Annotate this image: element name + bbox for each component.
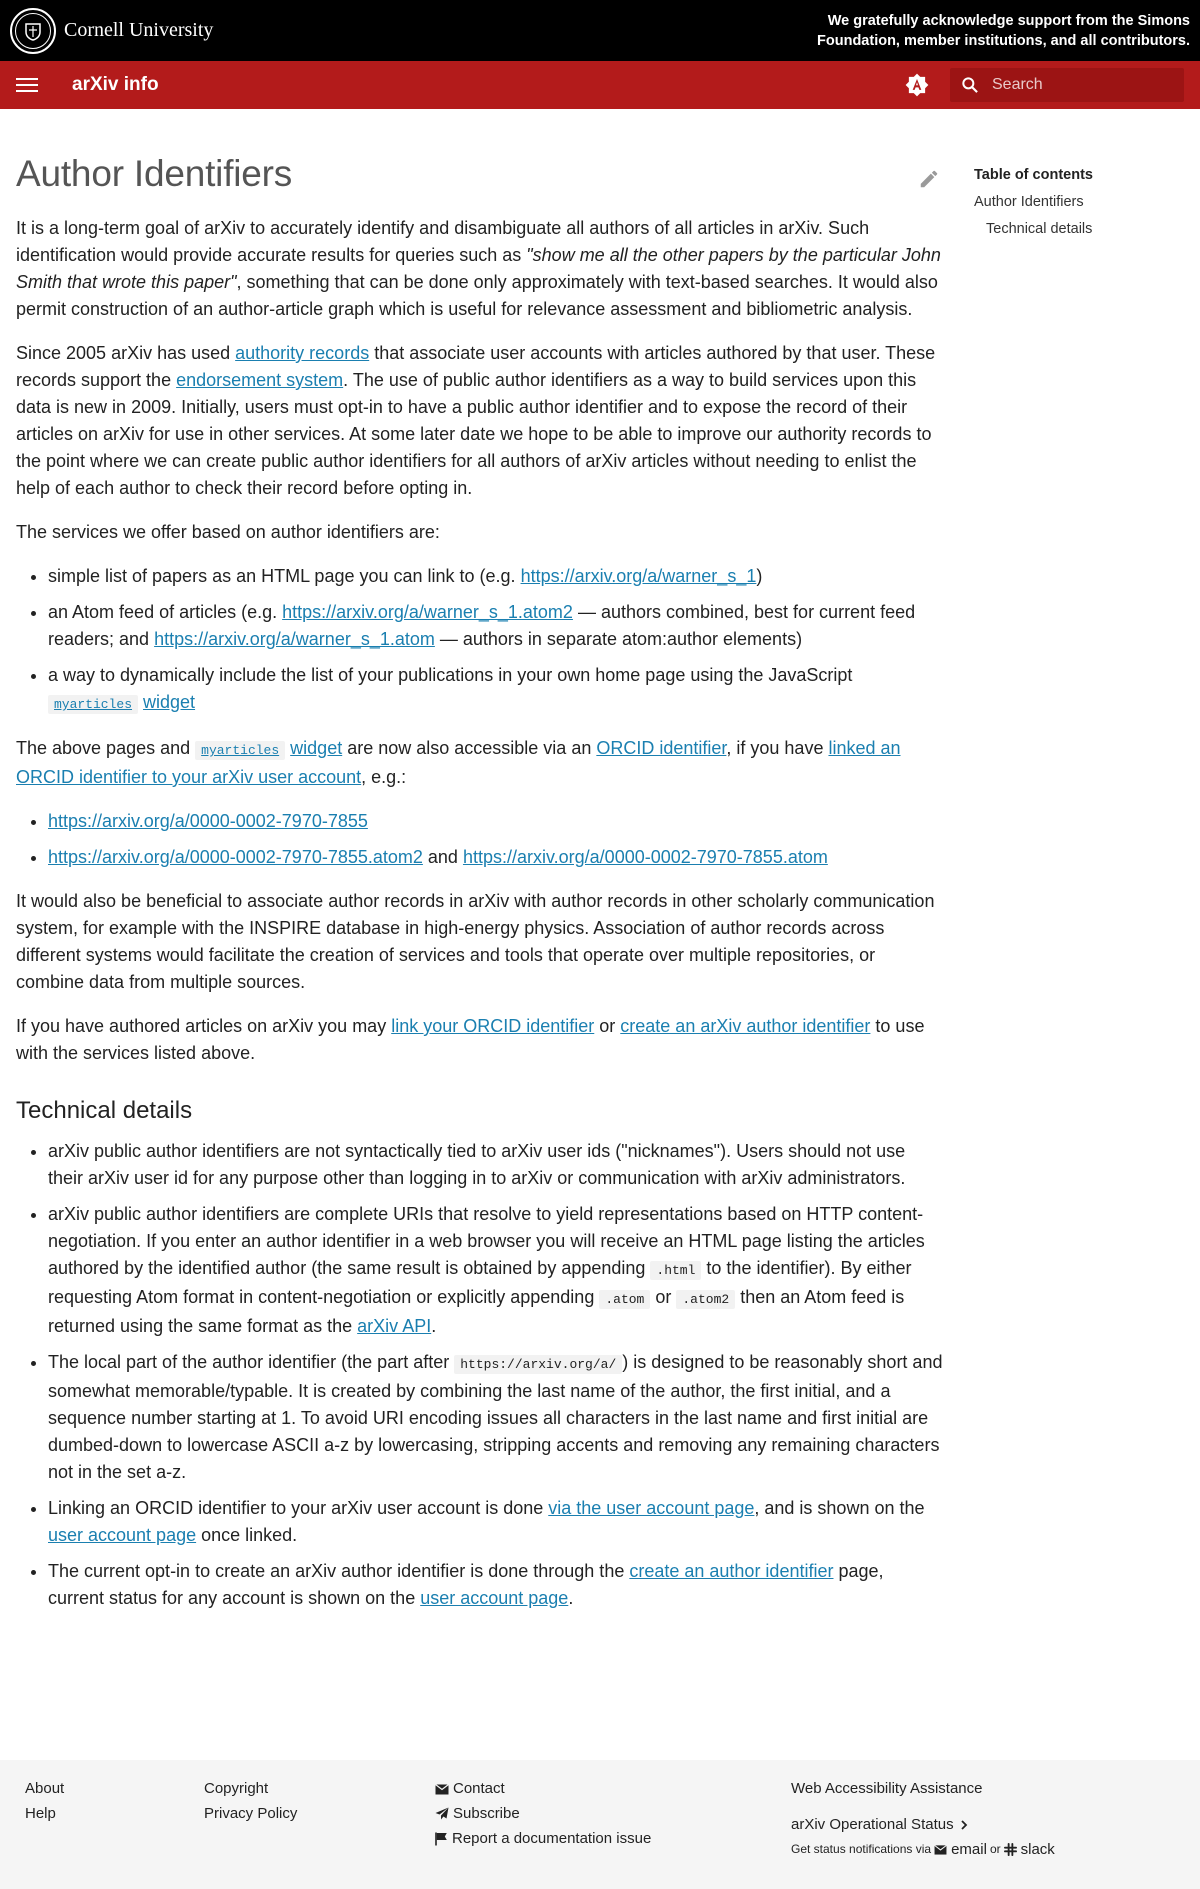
paper-plane-icon bbox=[435, 1807, 449, 1820]
text: . The use of public author identifiers as a way to build services upon this data is new in 2009. Initially, users must opt-in to have a public author identifier and to expose the record of their articles on arXiv for use in other services. At some later date we hope to be able to improve our authority records to the point where we can create public author identifiers for all authors of arXiv articles without needing to enlist the help of each author to check their record before opting in. bbox=[16, 370, 932, 498]
footer-subscribe-label: Subscribe bbox=[453, 1805, 520, 1822]
myarticles-code-link[interactable]: myarticles bbox=[195, 741, 285, 760]
footer-accessibility-link[interactable]: Web Accessibility Assistance bbox=[791, 1780, 983, 1797]
list-item bbox=[48, 599, 944, 653]
slack-label: slack bbox=[1020, 1841, 1055, 1858]
orcid-paragraph bbox=[16, 735, 944, 791]
site-footer bbox=[0, 1760, 1200, 1889]
table-of-contents bbox=[974, 162, 1093, 243]
user-account-page-link[interactable]: user account page bbox=[420, 1588, 569, 1608]
myarticles-code-link[interactable]: myarticles bbox=[48, 695, 138, 714]
page-title: Author Identifiers bbox=[16, 153, 293, 194]
toc-title: Table of contents bbox=[974, 167, 1093, 183]
text: Since 2005 arXiv has used bbox=[16, 343, 236, 363]
envelope-icon bbox=[435, 1783, 449, 1795]
email-label: email bbox=[951, 1841, 987, 1858]
arxiv-api-link[interactable]: arXiv API bbox=[357, 1316, 432, 1336]
footer-col-4 bbox=[791, 1776, 1055, 1862]
footer-subscribe-link[interactable] bbox=[435, 1801, 651, 1826]
list-item bbox=[48, 844, 944, 871]
footer-report-issue-label: Report a documentation issue bbox=[452, 1830, 652, 1847]
text: arXiv public author identifiers are complete URIs that resolve to yield representations based on HTTP content-negotiation. If you enter an author identifier in a web browser you will receive an HTML page listing the articles authored by the identified author (the same result is obtained by appending bbox=[48, 1204, 925, 1278]
footer-report-issue-link[interactable] bbox=[435, 1826, 651, 1851]
widget-link[interactable]: widget bbox=[143, 692, 196, 712]
association-paragraph: It would also be beneficial to associate author records in arXiv with author records in other scholarly communication system, for example with the INSPIRE database in high-energy physics. Association of author records across different systems would facilitate the creation of services and tools that operate over multiple repositories, or combine data from multiple sources. bbox=[16, 891, 935, 992]
text: that associate user accounts with articles authored by that user. These records support the bbox=[16, 343, 936, 390]
text: It is a long-term goal of arXiv to accurately identify and disambiguate all authors of all articles in arXiv. Such identification would provide accurate results for queries such as bbox=[16, 218, 870, 265]
text: or bbox=[650, 1287, 677, 1307]
footer-copyright-link[interactable]: Copyright bbox=[204, 1780, 269, 1797]
text: to the identifier). By either requesting Atom format in content-negotiation or explicitly appending bbox=[48, 1258, 912, 1307]
html-list-link[interactable]: https://arxiv.org/a/warner_s_1 bbox=[520, 566, 757, 586]
text: — authors in separate atom:author elements) bbox=[434, 629, 803, 649]
orcid-examples-list bbox=[48, 808, 944, 871]
footer-help-link[interactable]: Help bbox=[25, 1805, 56, 1822]
footer-privacy-link[interactable]: Privacy Policy bbox=[204, 1805, 298, 1822]
list-item bbox=[48, 1558, 944, 1612]
menu-icon[interactable] bbox=[16, 78, 38, 92]
cornell-logo[interactable] bbox=[10, 8, 213, 54]
footer-status-link[interactable] bbox=[791, 1812, 1055, 1837]
chevron-right-icon bbox=[958, 1819, 970, 1831]
link-orcid-account-link[interactable]: linked an ORCID identifier to your arXiv user account bbox=[16, 738, 901, 787]
text: or bbox=[594, 1016, 621, 1036]
cornell-banner bbox=[0, 0, 1200, 61]
text: and bbox=[422, 847, 463, 867]
list-item: • arXiv public author identifiers are not syntactically tied to arXiv user ids ("nicknames"). Users should not use their arXiv user id for any purpose other than logging in to arXiv or communication with arXiv administrators. bbox=[48, 1138, 944, 1192]
list-item bbox=[48, 662, 944, 718]
envelope-icon bbox=[934, 1844, 947, 1855]
text: a way to dynamically include the list of your publications in your own home page using the JavaScript bbox=[48, 665, 853, 685]
atom-feed-link[interactable]: https://arxiv.org/a/warner_s_1.atom bbox=[154, 629, 435, 649]
history-paragraph bbox=[16, 340, 944, 502]
footer-col-2 bbox=[204, 1776, 297, 1826]
endorsement-system-link[interactable]: endorsement system bbox=[176, 370, 344, 390]
code-snippet: .html bbox=[650, 1261, 701, 1280]
footer-contact-link[interactable] bbox=[435, 1776, 651, 1801]
text: are now also accessible via an bbox=[342, 738, 597, 758]
university-name: Cornell University bbox=[64, 19, 214, 41]
list-item bbox=[48, 1349, 944, 1486]
authority-records-link[interactable]: authority records bbox=[235, 343, 370, 363]
orcid-identifier-link[interactable]: ORCID identifier bbox=[596, 738, 727, 758]
code-snippet: https://arxiv.org/a/ bbox=[454, 1355, 622, 1374]
or-text: or bbox=[989, 1842, 1001, 1856]
search-box[interactable] bbox=[950, 68, 1184, 102]
theme-toggle-icon[interactable] bbox=[904, 72, 930, 98]
search-icon bbox=[960, 75, 980, 95]
text: page, current status for any account is shown on the bbox=[48, 1561, 884, 1608]
intro-paragraph bbox=[16, 215, 944, 323]
footer-about-link[interactable]: About bbox=[25, 1780, 65, 1797]
call-to-action-paragraph bbox=[16, 1013, 944, 1067]
text: The above pages and bbox=[16, 738, 196, 758]
list-item bbox=[48, 1201, 944, 1340]
text: ) bbox=[756, 566, 763, 586]
text: . bbox=[431, 1316, 437, 1336]
link-orcid-link[interactable]: link your ORCID identifier bbox=[391, 1016, 595, 1036]
technical-details-heading: Technical details bbox=[16, 1097, 193, 1124]
text: If you have authored articles on arXiv you may bbox=[16, 1016, 392, 1036]
text: an Atom feed of articles (e.g. bbox=[48, 602, 283, 622]
article-content bbox=[16, 153, 944, 1629]
status-email-link[interactable] bbox=[934, 1837, 987, 1862]
text: The current opt-in to create an arXiv author identifier is done through the bbox=[48, 1561, 630, 1581]
search-input[interactable] bbox=[992, 76, 1162, 94]
flag-icon bbox=[435, 1832, 448, 1846]
text: , and is shown on the bbox=[754, 1498, 925, 1518]
toc-item-technical-details[interactable]: Technical details bbox=[986, 221, 1093, 237]
text: The local part of the author identifier (the part after bbox=[48, 1352, 455, 1372]
technical-list bbox=[48, 1138, 944, 1612]
orcid-html-link[interactable]: https://arxiv.org/a/0000-0002-7970-7855 bbox=[48, 811, 368, 831]
atom2-feed-link[interactable]: https://arxiv.org/a/warner_s_1.atom2 bbox=[282, 602, 573, 622]
status-slack-link[interactable] bbox=[1004, 1837, 1055, 1862]
text: — authors combined, best for current feed readers; and bbox=[48, 602, 916, 649]
services-list bbox=[48, 563, 944, 718]
site-header bbox=[0, 61, 1200, 109]
footer-status-label: arXiv Operational Status bbox=[791, 1816, 954, 1833]
cornell-seal-icon bbox=[10, 8, 56, 54]
status-notifications bbox=[791, 1837, 1055, 1862]
text: , something that can be done only approximately with text-based searches. It would also permit construction of an author-article graph which is useful for relevance assessment and bibliometric analysis. bbox=[16, 272, 938, 319]
footer-contact-label: Contact bbox=[453, 1780, 505, 1797]
create-author-identifier-link[interactable]: create an author identifier bbox=[629, 1561, 834, 1581]
support-message: We gratefully acknowledge support from the Simons Foundation, member institutions, and all contributors. bbox=[817, 12, 1190, 49]
code-snippet: .atom bbox=[599, 1290, 650, 1309]
text: to use with the services listed above. bbox=[16, 1016, 925, 1063]
orcid-atom2-link[interactable]: https://arxiv.org/a/0000-0002-7970-7855.atom2 bbox=[48, 847, 423, 867]
list-item bbox=[48, 563, 944, 590]
text: then an Atom feed is returned using the same format as the bbox=[48, 1287, 905, 1336]
orcid-atom-link[interactable]: https://arxiv.org/a/0000-0002-7970-7855.atom bbox=[462, 847, 828, 867]
text: , e.g.: bbox=[361, 767, 407, 787]
footer-col-3 bbox=[435, 1776, 651, 1851]
user-account-page-link[interactable]: user account page bbox=[48, 1525, 197, 1545]
notify-text: Get status notifications via bbox=[791, 1842, 932, 1856]
text: Linking an ORCID identifier to your arXiv user account is done bbox=[48, 1498, 549, 1518]
code-snippet: .atom2 bbox=[676, 1290, 735, 1309]
user-account-page-link[interactable]: via the user account page bbox=[548, 1498, 755, 1518]
text: , if you have bbox=[726, 738, 829, 758]
text: . bbox=[568, 1588, 574, 1608]
example-query: "show me all the other papers by the particular John Smith that wrote this paper" bbox=[16, 245, 941, 292]
slack-icon bbox=[1004, 1843, 1017, 1856]
list-item bbox=[48, 808, 944, 835]
widget-link[interactable]: widget bbox=[290, 738, 343, 758]
create-author-id-link[interactable]: create an arXiv author identifier bbox=[620, 1016, 871, 1036]
list-item bbox=[48, 1495, 944, 1549]
services-intro: The services we offer based on author identifiers are: bbox=[16, 522, 440, 542]
site-title[interactable]: arXiv info bbox=[72, 74, 159, 95]
footer-col-1 bbox=[25, 1776, 64, 1826]
text: once linked. bbox=[196, 1525, 298, 1545]
text: ) is designed to be reasonably short and somewhat memorable/typable. It is created by combining the last name of the author, the first initial, and a sequence number starting at 1. To avoid URI encoding issues all characters in the last name and first initial are dumbed-down to lowercase ASCII a-z by lowercasing, stripping accents and removing any remaining characters not in the set a-z. bbox=[48, 1352, 943, 1482]
toc-item-author-identifiers[interactable]: Author Identifiers bbox=[974, 194, 1084, 210]
text: simple list of papers as an HTML page you can link to (e.g. bbox=[48, 566, 521, 586]
